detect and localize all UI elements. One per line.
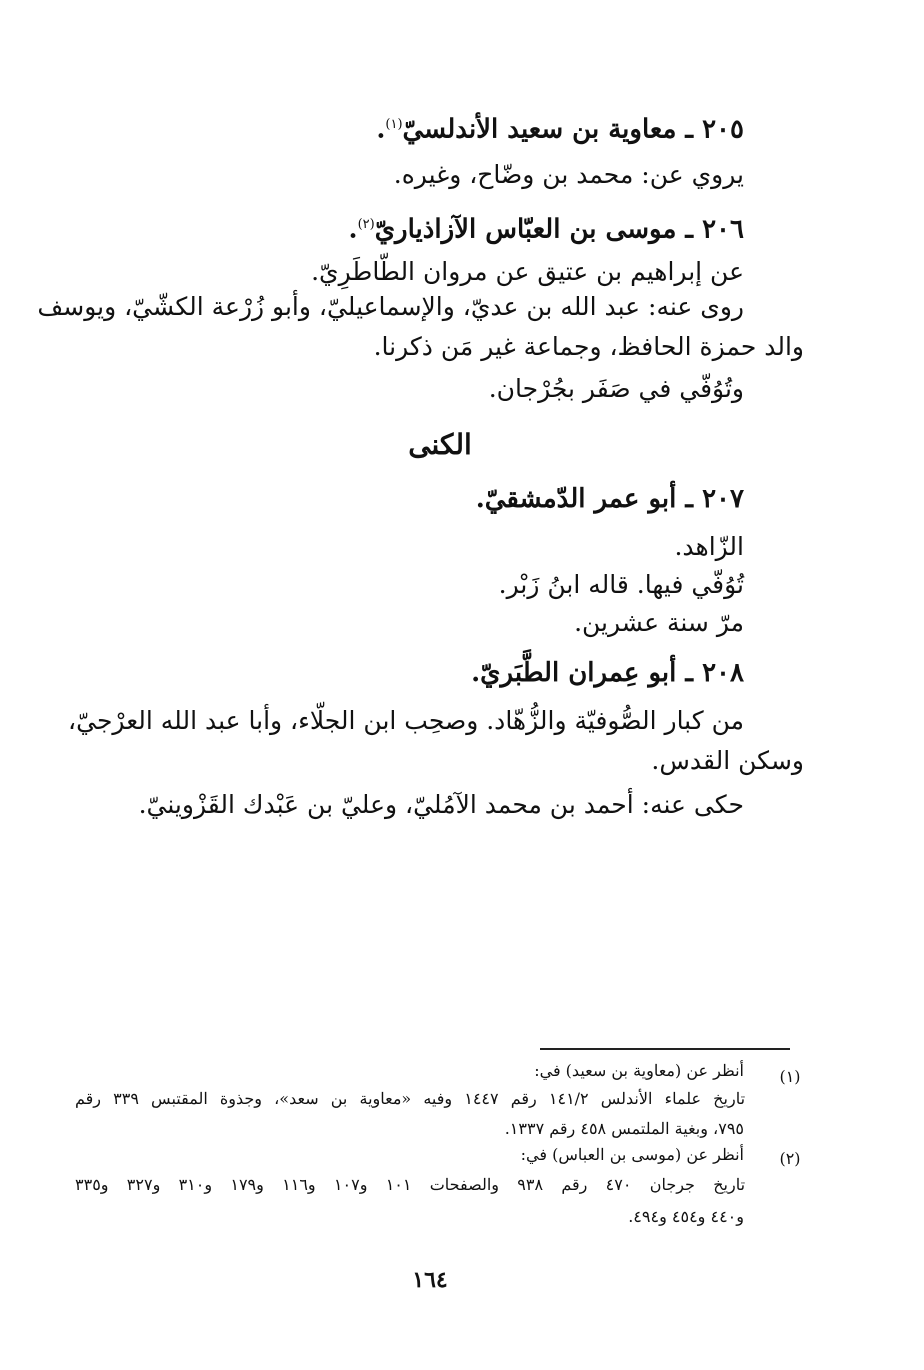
footnote-ref-2[interactable]: (٢) (357, 217, 375, 232)
footnote-2-number: (٢) (779, 1149, 801, 1168)
entry-206-heading (184, 208, 744, 247)
section-title: الكنى (408, 428, 472, 461)
entry-207-line-1: الزّاهد. (674, 532, 744, 561)
entry-206-line-1: عن إبراهيم بن عتيق عن مروان الطّاطَرِيّ. (311, 257, 744, 286)
entry-205-line-1: يروي عن: محمد بن وضّاح، وغيره. (393, 160, 744, 189)
entry-206-title: ٢٠٦ ـ موسى بن العبّاس الآزاذياريّ (374, 214, 744, 245)
entry-206-line-3: والد حمزة الحافظ، وجماعة غير مَن ذكرنا. (373, 332, 804, 361)
footnote-1-line-2: تاريخ علماء الأندلس ١٤١/٢ رقم ١٤٤٧ وفيه «معاوية بن سعد»، وجذوة المقتبس ٣٣٩ رقم (75, 1089, 746, 1108)
entry-208-line-2: وسكن القدس. (651, 746, 804, 775)
entry-208-line-3: حكى عنه: أحمد بن محمد الآمُليّ، وعليّ بن عَبْدك القَزْوينيّ. (138, 790, 744, 819)
entry-208-line-1: من كبار الصُّوفيّة والزُّهّاد. وصحِب ابن الجلّاء، وأبا عبد الله العرْجيّ، (68, 706, 744, 735)
entry-205-title: ٢٠٥ ـ معاوية بن سعيد الأندلسيّ (402, 114, 744, 145)
entry-206-period: . (348, 214, 358, 245)
footnote-1-line-3: ٧٩٥، وبغية الملتمس ٤٥٨ رقم ١٣٣٧. (504, 1119, 744, 1138)
entry-208-heading: ٢٠٨ ـ أبو عِمران الطَّبَريّ. (471, 658, 744, 688)
entry-206-line-2: روى عنه: عبد الله بن عديّ، والإسماعيليّ، وأبو زُرْعة الكشّيّ، ويوسف (37, 292, 744, 321)
entry-207-heading: ٢٠٧ ـ أبو عمر الدّمشقيّ. (475, 484, 744, 514)
entry-205-heading (224, 108, 744, 147)
footnote-separator (540, 1048, 790, 1050)
footnote-2-line-2: تاريخ جرجان ٤٧٠ رقم ٩٣٨ والصفحات ١٠١ و١٠٧ و١١٦ و١٧٩ و٣١٠ و٣٢٧ و٣٣٥ (75, 1175, 746, 1194)
entry-207-line-3: مرّ سنة عشرين. (574, 608, 744, 637)
page-number: ١٦٤ (412, 1267, 448, 1293)
footnote-1-number: (١) (779, 1067, 801, 1086)
entry-205-period: . (376, 114, 386, 145)
entry-207-line-2: تُوُفّي فيها. قاله ابنُ زَبْر. (498, 570, 744, 599)
entry-206-line-4: وتُوُفّي في صَفَر بجُرْجان. (488, 374, 744, 403)
footnote-2-line-3: و٤٤٠ و٤٥٤ و٤٩٤. (628, 1207, 744, 1226)
footnote-1-line-1: أنظر عن (معاوية بن سعيد) في: (534, 1061, 744, 1080)
footnote-ref-1[interactable]: (١) (385, 117, 403, 132)
footnote-2-line-1: أنظر عن (موسى بن العباس) في: (520, 1145, 744, 1164)
